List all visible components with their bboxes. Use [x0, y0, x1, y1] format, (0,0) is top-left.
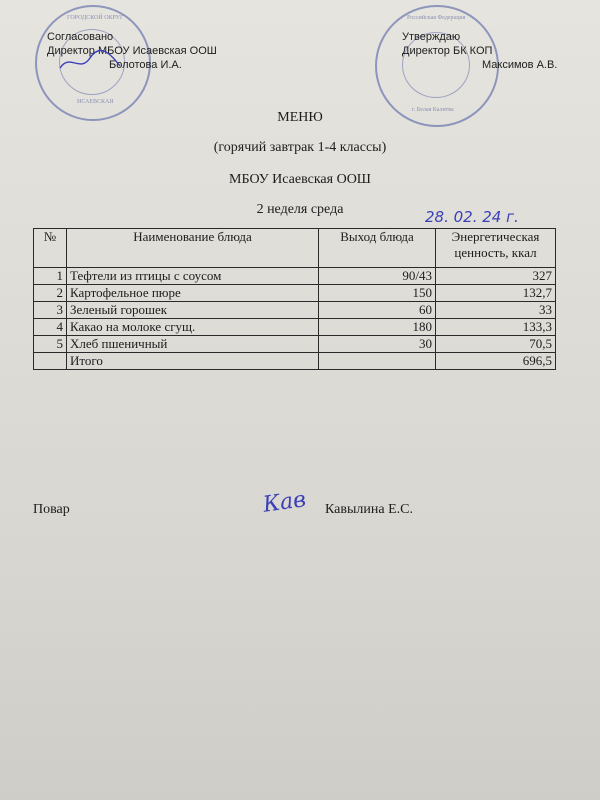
row-number: 1: [34, 268, 67, 285]
approval-left-name: Болотова И.А.: [109, 59, 182, 71]
row-dish-name: Картофельное пюре: [67, 285, 319, 302]
total-label: Итого: [67, 353, 319, 370]
header-number: №: [34, 229, 67, 268]
menu-table: [33, 228, 556, 370]
table-row: [34, 285, 556, 302]
menu-subtitle: (горячий завтрак 1-4 классы): [213, 140, 387, 155]
row-dish-name: Какао на молоке сгущ.: [67, 319, 319, 336]
cook-role: Повар: [33, 502, 70, 517]
row-number: 4: [34, 319, 67, 336]
table-row: [34, 268, 556, 285]
row-dish-name: Хлеб пшеничный: [67, 336, 319, 353]
handwritten-date: 28. 02. 24 г.: [425, 208, 519, 226]
total-empty-cell: [34, 353, 67, 370]
table-row: [34, 336, 556, 353]
cook-signature: Кав: [261, 487, 308, 518]
row-number: 5: [34, 336, 67, 353]
approval-right-label: Утверждаю: [402, 31, 461, 43]
row-yield: 180: [319, 319, 436, 336]
header-dish-name: Наименование блюда: [67, 229, 319, 268]
approval-right-name: Максимов А.В.: [482, 59, 558, 71]
row-energy: 132,7: [436, 285, 556, 302]
left-signature: [55, 48, 125, 78]
row-dish-name: Тефтели из птицы с соусом: [67, 268, 319, 285]
table-header-row: [34, 229, 556, 268]
total-energy: 696,5: [436, 353, 556, 370]
row-energy: 70,5: [436, 336, 556, 353]
row-dish-name: Зеленый горошек: [67, 302, 319, 319]
row-number: 2: [34, 285, 67, 302]
row-energy: 327: [436, 268, 556, 285]
header-energy: Энергетическая ценность, ккал: [436, 229, 556, 268]
table-row: [34, 302, 556, 319]
approval-right-position: Директор БК КОП: [402, 45, 493, 57]
approval-left-label: Согласовано: [47, 31, 114, 43]
row-yield: 90/43: [319, 268, 436, 285]
row-yield: 60: [319, 302, 436, 319]
row-yield: 150: [319, 285, 436, 302]
cook-name: Кавылина Е.С.: [325, 502, 413, 517]
total-yield-empty: [319, 353, 436, 370]
menu-title: МЕНЮ: [277, 110, 323, 125]
table-row: [34, 319, 556, 336]
week-day: 2 неделя среда: [256, 202, 344, 217]
approval-right: [402, 30, 557, 72]
header-yield: Выход блюда: [319, 229, 436, 268]
row-number: 3: [34, 302, 67, 319]
school-name: МБОУ Исаевская ООШ: [229, 172, 371, 187]
table-total-row: [34, 353, 556, 370]
left-stamp: ГОРОДСКОЙ ОКРУГ ИСАЕВСКАЯ: [35, 5, 151, 121]
approval-left-position: Директор МБОУ Исаевская ООШ: [47, 45, 217, 57]
right-stamp: Российская Федерация г. Белая Калитва: [375, 5, 499, 127]
row-yield: 30: [319, 336, 436, 353]
row-energy: 33: [436, 302, 556, 319]
row-energy: 133,3: [436, 319, 556, 336]
